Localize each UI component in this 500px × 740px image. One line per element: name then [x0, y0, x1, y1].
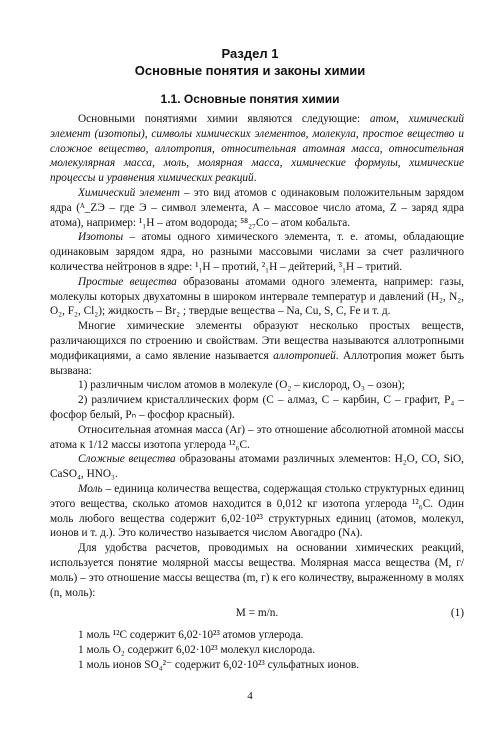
- example-line: 1 моль O₂ содержит 6,02·10²³ молекул кислорода.: [78, 644, 316, 657]
- paragraph-text: Многие химические элементы образуют несколько простых веществ, различающихся по строению и свойствам. Эти вещества называются аллотропными модификациями, а само явление называется: [50, 320, 464, 362]
- paragraph-text: образованы атомами одного элемента, например: газы, молекулы которых двухатомны в широком интервале температур и давлений (H₂, N₂, O₂, F₂, Cl₂); жидкость – Br₂ ; твердые вещества – Na, Cu, S, C, Fe и т. д.: [50, 275, 465, 318]
- paragraph-text: образованы атомами различных элементов: H₂O, CO, SiO, CaSO₄, HNO₃.: [50, 453, 465, 481]
- paragraph: [50, 275, 464, 319]
- paragraph-italic: атом, химический элемент (изотопы), символы химических элементов, молекула, простое вещество и сложное вещество, аллотропия, относительная атомная масса, относительная молекулярная масса, моль, молярная масса, химические формулы, химические процессы и уравнения химических реакций: [50, 113, 464, 185]
- subsection-title: 1.1. Основные понятия химии: [160, 92, 340, 106]
- paragraph: [50, 112, 464, 186]
- term: Сложные вещества: [78, 453, 176, 466]
- paragraph-text: .: [253, 172, 257, 185]
- list-item: 1) различным числом атомов в молекуле (O₂ – кислород, O₃ – озон);: [78, 379, 405, 392]
- paragraph: [50, 186, 464, 230]
- body-text: [50, 112, 464, 673]
- paragraph-text: – единица количества вещества, содержащая столько структурных единиц этого вещества, сколько атомов находится в 0,012 кг изотопа углерода ¹²₆C. Один моль любого вещества содержит 6,02·10²³ структурных единиц (атомов, молекул, ионов и т. д.). Это количество называется числом Авогадро (Nᴀ).: [50, 482, 464, 540]
- paragraph: Для удобства расчетов, проводимых на основании химических реакций, используется понятие молярной массы вещества. Молярная масса вещества (M, г/моль) – это отношение массы вещества (m, г) к его количеству, выраженному в молях (n, моль):: [50, 542, 464, 599]
- paragraph-text: – это вид атомов с одинаковым положительным зарядом ядра (ᴬ_ZЭ – где Э – символ элемента, A – массовое число атома, Z – заряд ядра атома), например: ¹₁H – атом водорода; ⁵⁸₂₇Co – атом кобальта.: [50, 186, 464, 229]
- paragraph-text: – атомы одного химического элемента, т. е. атомы, обладающие одинаковым зарядом ядра, но разными массовыми числами за счет различного количества нейтронов в ядре: ¹₁H – протий, ²₁H – дейтерий, ³₁H – тритий.: [50, 231, 464, 273]
- example-line: 1 моль ионов SO₄²⁻ содержит 6,02·10²³ сульфатных ионов.: [78, 658, 360, 671]
- term: аллотропией: [273, 349, 336, 362]
- chapter-title: Основные понятия и законы химии: [134, 63, 366, 78]
- formula-number: (1): [450, 607, 464, 620]
- paragraph: [50, 482, 464, 541]
- term: Моль: [78, 482, 103, 495]
- example-line: 1 моль ¹²C содержит 6,02·10²³ атомов углерода.: [78, 629, 304, 642]
- list-item: 2) различием кристаллических форм (C – алмаз, C – карбин, C – графит, P₄ – фосфор белый, Pₙ – фосфор красный).: [50, 394, 464, 421]
- page-number: 4: [247, 690, 253, 702]
- term: Химический элемент: [78, 186, 180, 199]
- paragraph: [50, 319, 464, 378]
- formula-line: [50, 606, 464, 622]
- paragraph: [50, 452, 464, 482]
- formula: M = m/n.: [235, 607, 279, 620]
- paragraph-text: . Аллотропия может быть вызвана:: [50, 349, 464, 377]
- term: Простые вещества: [78, 275, 177, 288]
- paragraph: Относительная атомная масса (Ar) – это отношение абсолютной атомной массы атома к 1/12 массы изотопа углерода ¹²₆C.: [50, 423, 464, 451]
- term: Изотопы: [78, 231, 124, 244]
- paragraph: [50, 230, 464, 274]
- section-label: Раздел 1: [221, 46, 279, 61]
- paragraph-text: Основными понятиями химии являются следующие:: [78, 113, 370, 125]
